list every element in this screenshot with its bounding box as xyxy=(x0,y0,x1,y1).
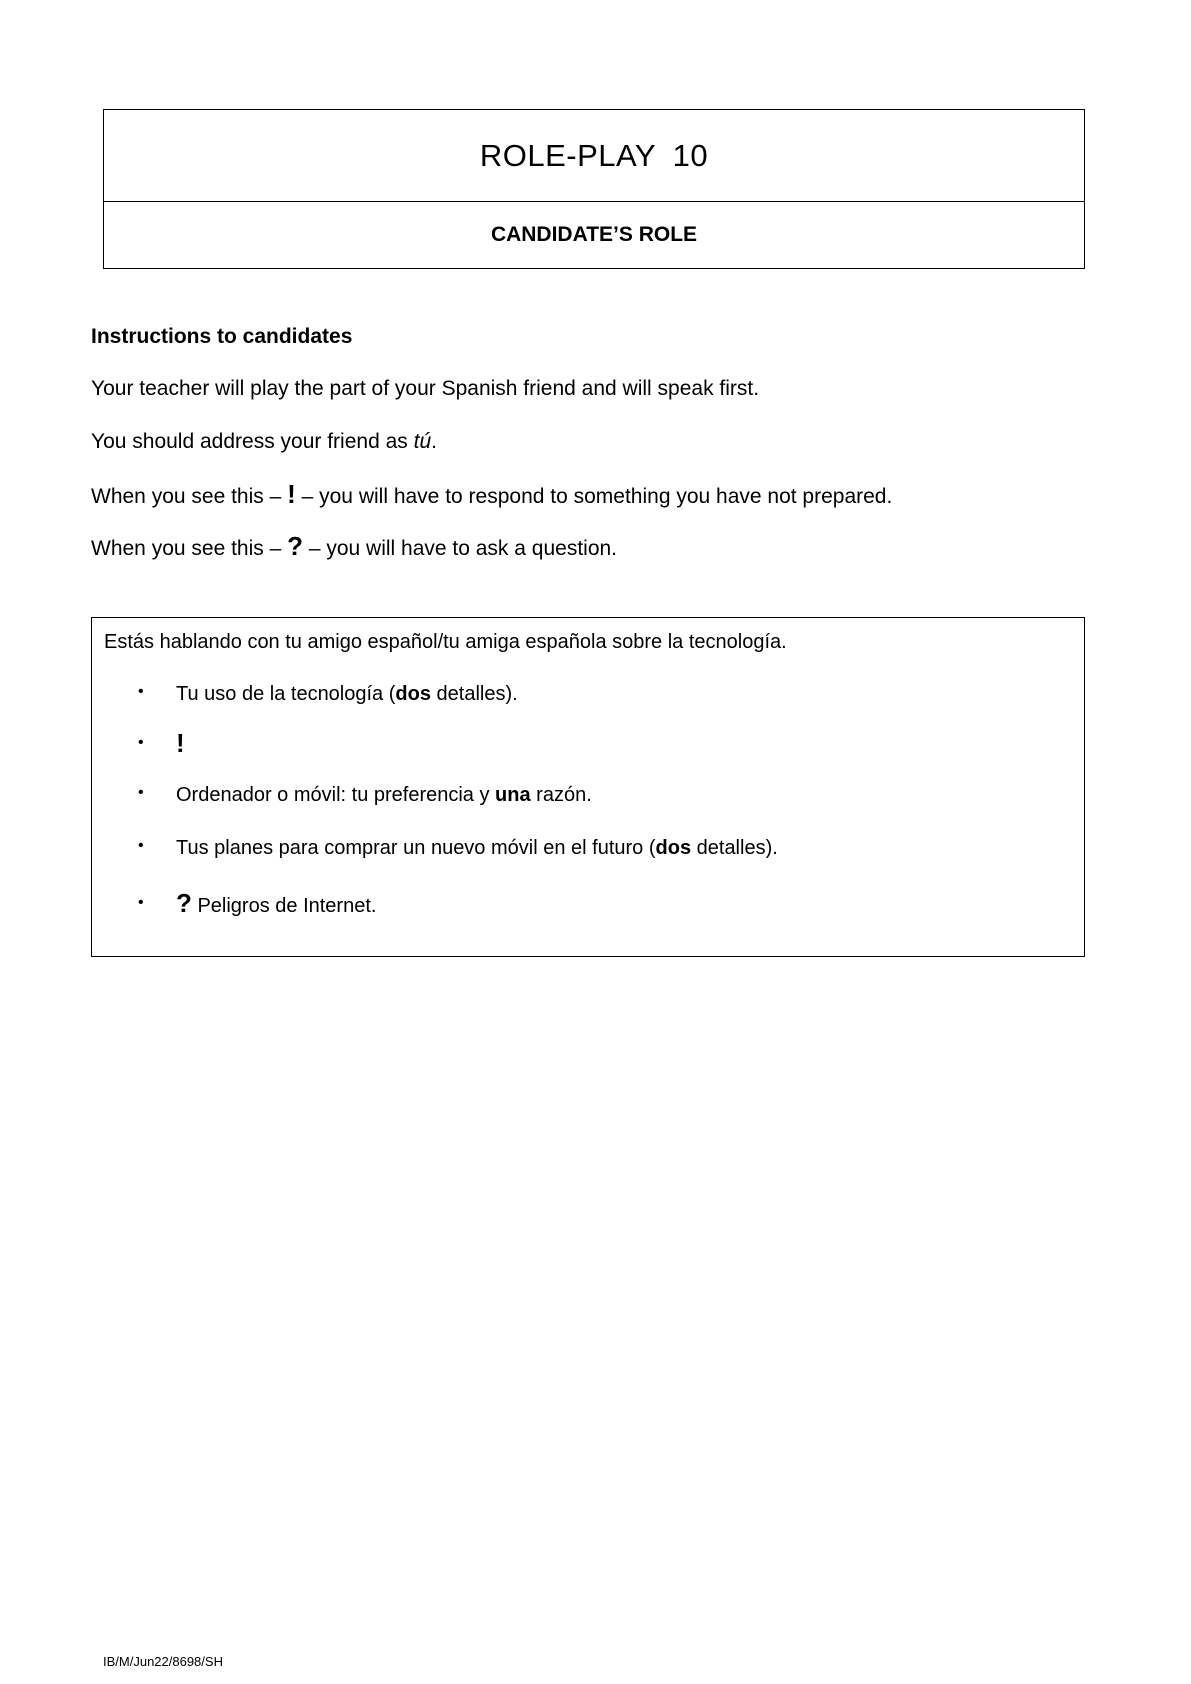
instruction-unprepared-pre: When you see this – xyxy=(91,485,288,508)
instruction-address-end: . xyxy=(431,430,437,453)
bullet-bold: dos xyxy=(655,837,692,859)
bullet-icon: • xyxy=(138,784,144,801)
bullet-text-pre: Tus planes para comprar un nuevo móvil en el futuro ( xyxy=(176,837,656,859)
candidate-role-subtitle: CANDIDATE’S ROLE xyxy=(490,223,698,246)
role-play-header-box xyxy=(103,109,1085,269)
bullet-icon: • xyxy=(138,837,144,854)
bullet-text xyxy=(176,784,592,807)
bullet-text-pre: Ordenador o móvil: tu preferencia y xyxy=(176,784,496,806)
exclamation-icon: ! xyxy=(176,728,185,758)
instructions-heading: Instructions to candidates xyxy=(91,325,353,348)
bullet-text-post: detalles). xyxy=(430,683,518,705)
role-play-title: ROLE-PLAY 10 xyxy=(104,110,1084,202)
footer-code: IB/M/Jun22/8698/SH xyxy=(103,1654,223,1669)
instruction-line-address xyxy=(91,431,437,452)
bullet-text xyxy=(176,837,778,860)
bullet-bold: dos xyxy=(395,683,431,705)
bullet-icon: • xyxy=(138,894,144,911)
instruction-question-post: – you will have to ask a question. xyxy=(303,537,618,560)
bullet-icon: • xyxy=(138,734,144,751)
bullet-text-post: Peligros de Internet. xyxy=(191,895,377,917)
instruction-line-teacher: Your teacher will play the part of your Spanish friend and will speak first. xyxy=(91,377,760,400)
bullet-text xyxy=(176,888,376,919)
bullet-text-pre: Tu uso de la tecnología ( xyxy=(176,683,396,705)
task-intro: Estás hablando con tu amigo español/tu amiga española sobre la tecnología. xyxy=(104,631,787,653)
question-mark-icon: ? xyxy=(287,531,303,561)
instruction-question-pre: When you see this – xyxy=(91,537,288,560)
instruction-unprepared-post: – you will have to respond to something you have not prepared. xyxy=(295,485,893,508)
bullet-text-post: detalles). xyxy=(691,837,778,859)
bullet-text-post: razón. xyxy=(530,784,592,806)
task-box xyxy=(91,617,1085,957)
instruction-address-text: You should address your friend as xyxy=(91,430,414,453)
question-mark-icon: ? xyxy=(176,888,192,918)
bullet-text xyxy=(176,683,518,706)
bullet-bold: una xyxy=(495,784,531,806)
tu-italic: tú xyxy=(413,430,432,453)
exclamation-icon: ! xyxy=(287,479,296,509)
instruction-line-question xyxy=(91,533,617,559)
instruction-line-unprepared xyxy=(91,481,892,507)
bullet-icon: • xyxy=(138,683,144,700)
